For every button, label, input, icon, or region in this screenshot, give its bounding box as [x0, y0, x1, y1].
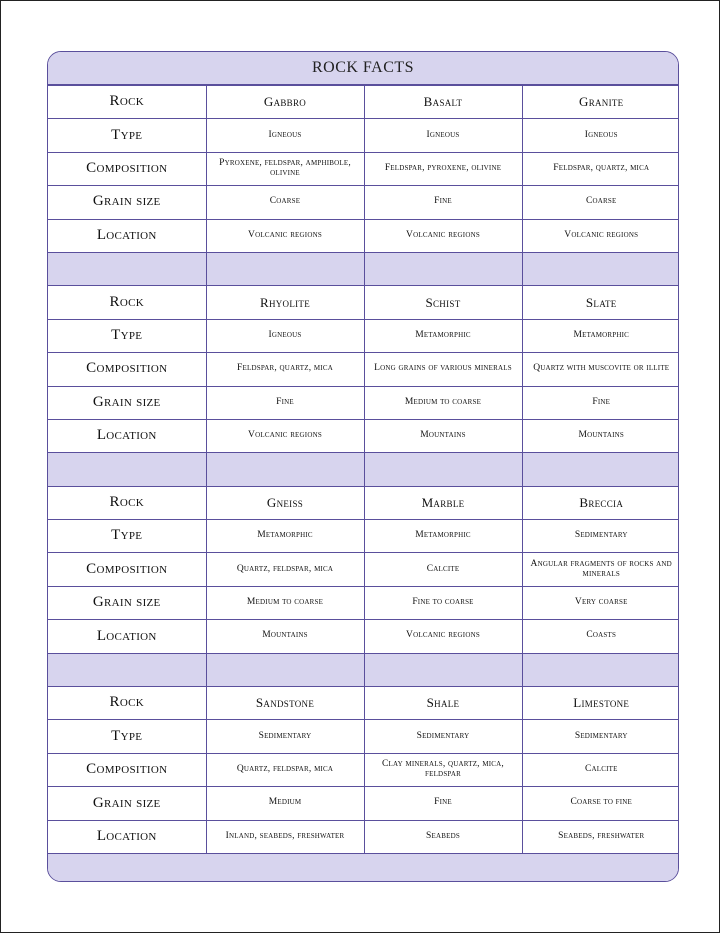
rock-type-cell: Metamorphic — [522, 319, 679, 352]
rock-name-cell: Limestone — [522, 687, 679, 720]
row-label-type: Type — [48, 319, 206, 352]
table-row-rock — [48, 86, 679, 119]
row-label-type: Type — [48, 119, 206, 152]
table-row-rock — [48, 486, 679, 519]
table-row-type — [48, 119, 679, 152]
rock-grain-cell: Medium to coarse — [364, 386, 522, 419]
row-label-type: Type — [48, 720, 206, 753]
band-cell — [522, 252, 679, 285]
table-row-grain — [48, 186, 679, 219]
rock-grain-cell: Very coarse — [522, 586, 679, 619]
rock-location-cell: Mountains — [206, 620, 364, 653]
row-label-rock: Rock — [48, 286, 206, 319]
rock-location-cell: Mountains — [522, 419, 679, 452]
group-separator-band — [48, 252, 679, 285]
rock-facts-table — [48, 85, 679, 882]
table-row-type — [48, 319, 679, 352]
table-row-grain — [48, 386, 679, 419]
rock-type-cell: Metamorphic — [364, 520, 522, 553]
rock-composition-cell: Calcite — [522, 753, 679, 786]
rock-composition-cell: Clay minerals, quartz, mica, feldspar — [364, 753, 522, 786]
rock-name-cell: Basalt — [364, 86, 522, 119]
rock-name-cell: Granite — [522, 86, 679, 119]
row-label-rock: Rock — [48, 86, 206, 119]
table-footer-band — [48, 853, 679, 882]
band-cell — [364, 653, 522, 686]
table-row-location — [48, 219, 679, 252]
rock-name-cell: Gneiss — [206, 486, 364, 519]
band-cell — [364, 453, 522, 486]
rock-composition-cell: Calcite — [364, 553, 522, 586]
rock-location-cell: Volcanic regions — [522, 219, 679, 252]
rock-type-cell: Igneous — [206, 119, 364, 152]
row-label-type: Type — [48, 520, 206, 553]
row-label-location: Location — [48, 419, 206, 452]
table-row-type — [48, 520, 679, 553]
table-row-type — [48, 720, 679, 753]
rock-grain-cell: Fine — [364, 787, 522, 820]
row-label-composition: Composition — [48, 353, 206, 386]
rock-composition-cell: Feldspar, quartz, mica — [522, 152, 679, 185]
table-row-location — [48, 620, 679, 653]
rock-type-cell: Igneous — [522, 119, 679, 152]
table-row-composition — [48, 353, 679, 386]
rock-grain-cell: Fine — [364, 186, 522, 219]
rock-name-cell: Rhyolite — [206, 286, 364, 319]
rock-grain-cell: Coarse — [522, 186, 679, 219]
row-label-composition: Composition — [48, 152, 206, 185]
rock-composition-cell: Quartz with muscovite or illite — [522, 353, 679, 386]
band-cell — [364, 252, 522, 285]
table-row-rock — [48, 286, 679, 319]
rock-name-cell: Sandstone — [206, 687, 364, 720]
rock-grain-cell: Fine — [206, 386, 364, 419]
row-label-grain: Grain size — [48, 186, 206, 219]
rock-composition-cell: Angular fragments of rocks and minerals — [522, 553, 679, 586]
table-row-location — [48, 820, 679, 853]
row-label-location: Location — [48, 820, 206, 853]
rock-composition-cell: Feldspar, pyroxene, olivine — [364, 152, 522, 185]
table-row-composition — [48, 152, 679, 185]
row-label-composition: Composition — [48, 553, 206, 586]
rock-name-cell: Gabbro — [206, 86, 364, 119]
row-label-grain: Grain size — [48, 386, 206, 419]
rock-grain-cell: Coarse to fine — [522, 787, 679, 820]
rock-type-cell: Sedimentary — [522, 720, 679, 753]
rock-name-cell: Marble — [364, 486, 522, 519]
rock-location-cell: Volcanic regions — [206, 219, 364, 252]
rock-name-cell: Schist — [364, 286, 522, 319]
row-label-rock: Rock — [48, 486, 206, 519]
table-row-grain — [48, 586, 679, 619]
rock-name-cell: Shale — [364, 687, 522, 720]
rock-type-cell: Igneous — [206, 319, 364, 352]
band-cell — [48, 653, 206, 686]
group-separator-band — [48, 653, 679, 686]
row-label-composition: Composition — [48, 753, 206, 786]
table-title: ROCK FACTS — [48, 52, 678, 85]
table-row-location — [48, 419, 679, 452]
rock-composition-cell: Quartz, feldspar, mica — [206, 553, 364, 586]
row-label-rock: Rock — [48, 687, 206, 720]
table-row-rock — [48, 687, 679, 720]
rock-type-cell: Sedimentary — [364, 720, 522, 753]
band-cell — [522, 653, 679, 686]
band-cell — [522, 453, 679, 486]
rock-location-cell: Volcanic regions — [206, 419, 364, 452]
rock-name-cell: Breccia — [522, 486, 679, 519]
rock-facts-table-card — [47, 51, 679, 882]
rock-type-cell: Sedimentary — [522, 520, 679, 553]
rock-location-cell: Volcanic regions — [364, 219, 522, 252]
rock-grain-cell: Medium — [206, 787, 364, 820]
band-cell — [206, 453, 364, 486]
rock-grain-cell: Medium to coarse — [206, 586, 364, 619]
table-row-grain — [48, 787, 679, 820]
row-label-grain: Grain size — [48, 586, 206, 619]
rock-grain-cell: Coarse — [206, 186, 364, 219]
rock-location-cell: Seabeds — [364, 820, 522, 853]
row-label-location: Location — [48, 219, 206, 252]
rock-location-cell: Volcanic regions — [364, 620, 522, 653]
row-label-grain: Grain size — [48, 787, 206, 820]
table-row-composition — [48, 553, 679, 586]
rock-composition-cell: Quartz, feldspar, mica — [206, 753, 364, 786]
band-cell — [206, 653, 364, 686]
rock-type-cell: Sedimentary — [206, 720, 364, 753]
rock-composition-cell: Feldspar, quartz, mica — [206, 353, 364, 386]
rock-composition-cell: Pyroxene, feldspar, amphibole, olivine — [206, 152, 364, 185]
rock-type-cell: Metamorphic — [206, 520, 364, 553]
rock-grain-cell: Fine to coarse — [364, 586, 522, 619]
band-cell — [48, 853, 679, 882]
rock-name-cell: Slate — [522, 286, 679, 319]
rock-grain-cell: Fine — [522, 386, 679, 419]
row-label-location: Location — [48, 620, 206, 653]
rock-location-cell: Inland, seabeds, freshwater — [206, 820, 364, 853]
rock-type-cell: Metamorphic — [364, 319, 522, 352]
band-cell — [48, 252, 206, 285]
rock-location-cell: Seabeds, freshwater — [522, 820, 679, 853]
band-cell — [48, 453, 206, 486]
rock-type-cell: Igneous — [364, 119, 522, 152]
rock-composition-cell: Long grains of various minerals — [364, 353, 522, 386]
band-cell — [206, 252, 364, 285]
rock-location-cell: Mountains — [364, 419, 522, 452]
table-row-composition — [48, 753, 679, 786]
rock-location-cell: Coasts — [522, 620, 679, 653]
group-separator-band — [48, 453, 679, 486]
